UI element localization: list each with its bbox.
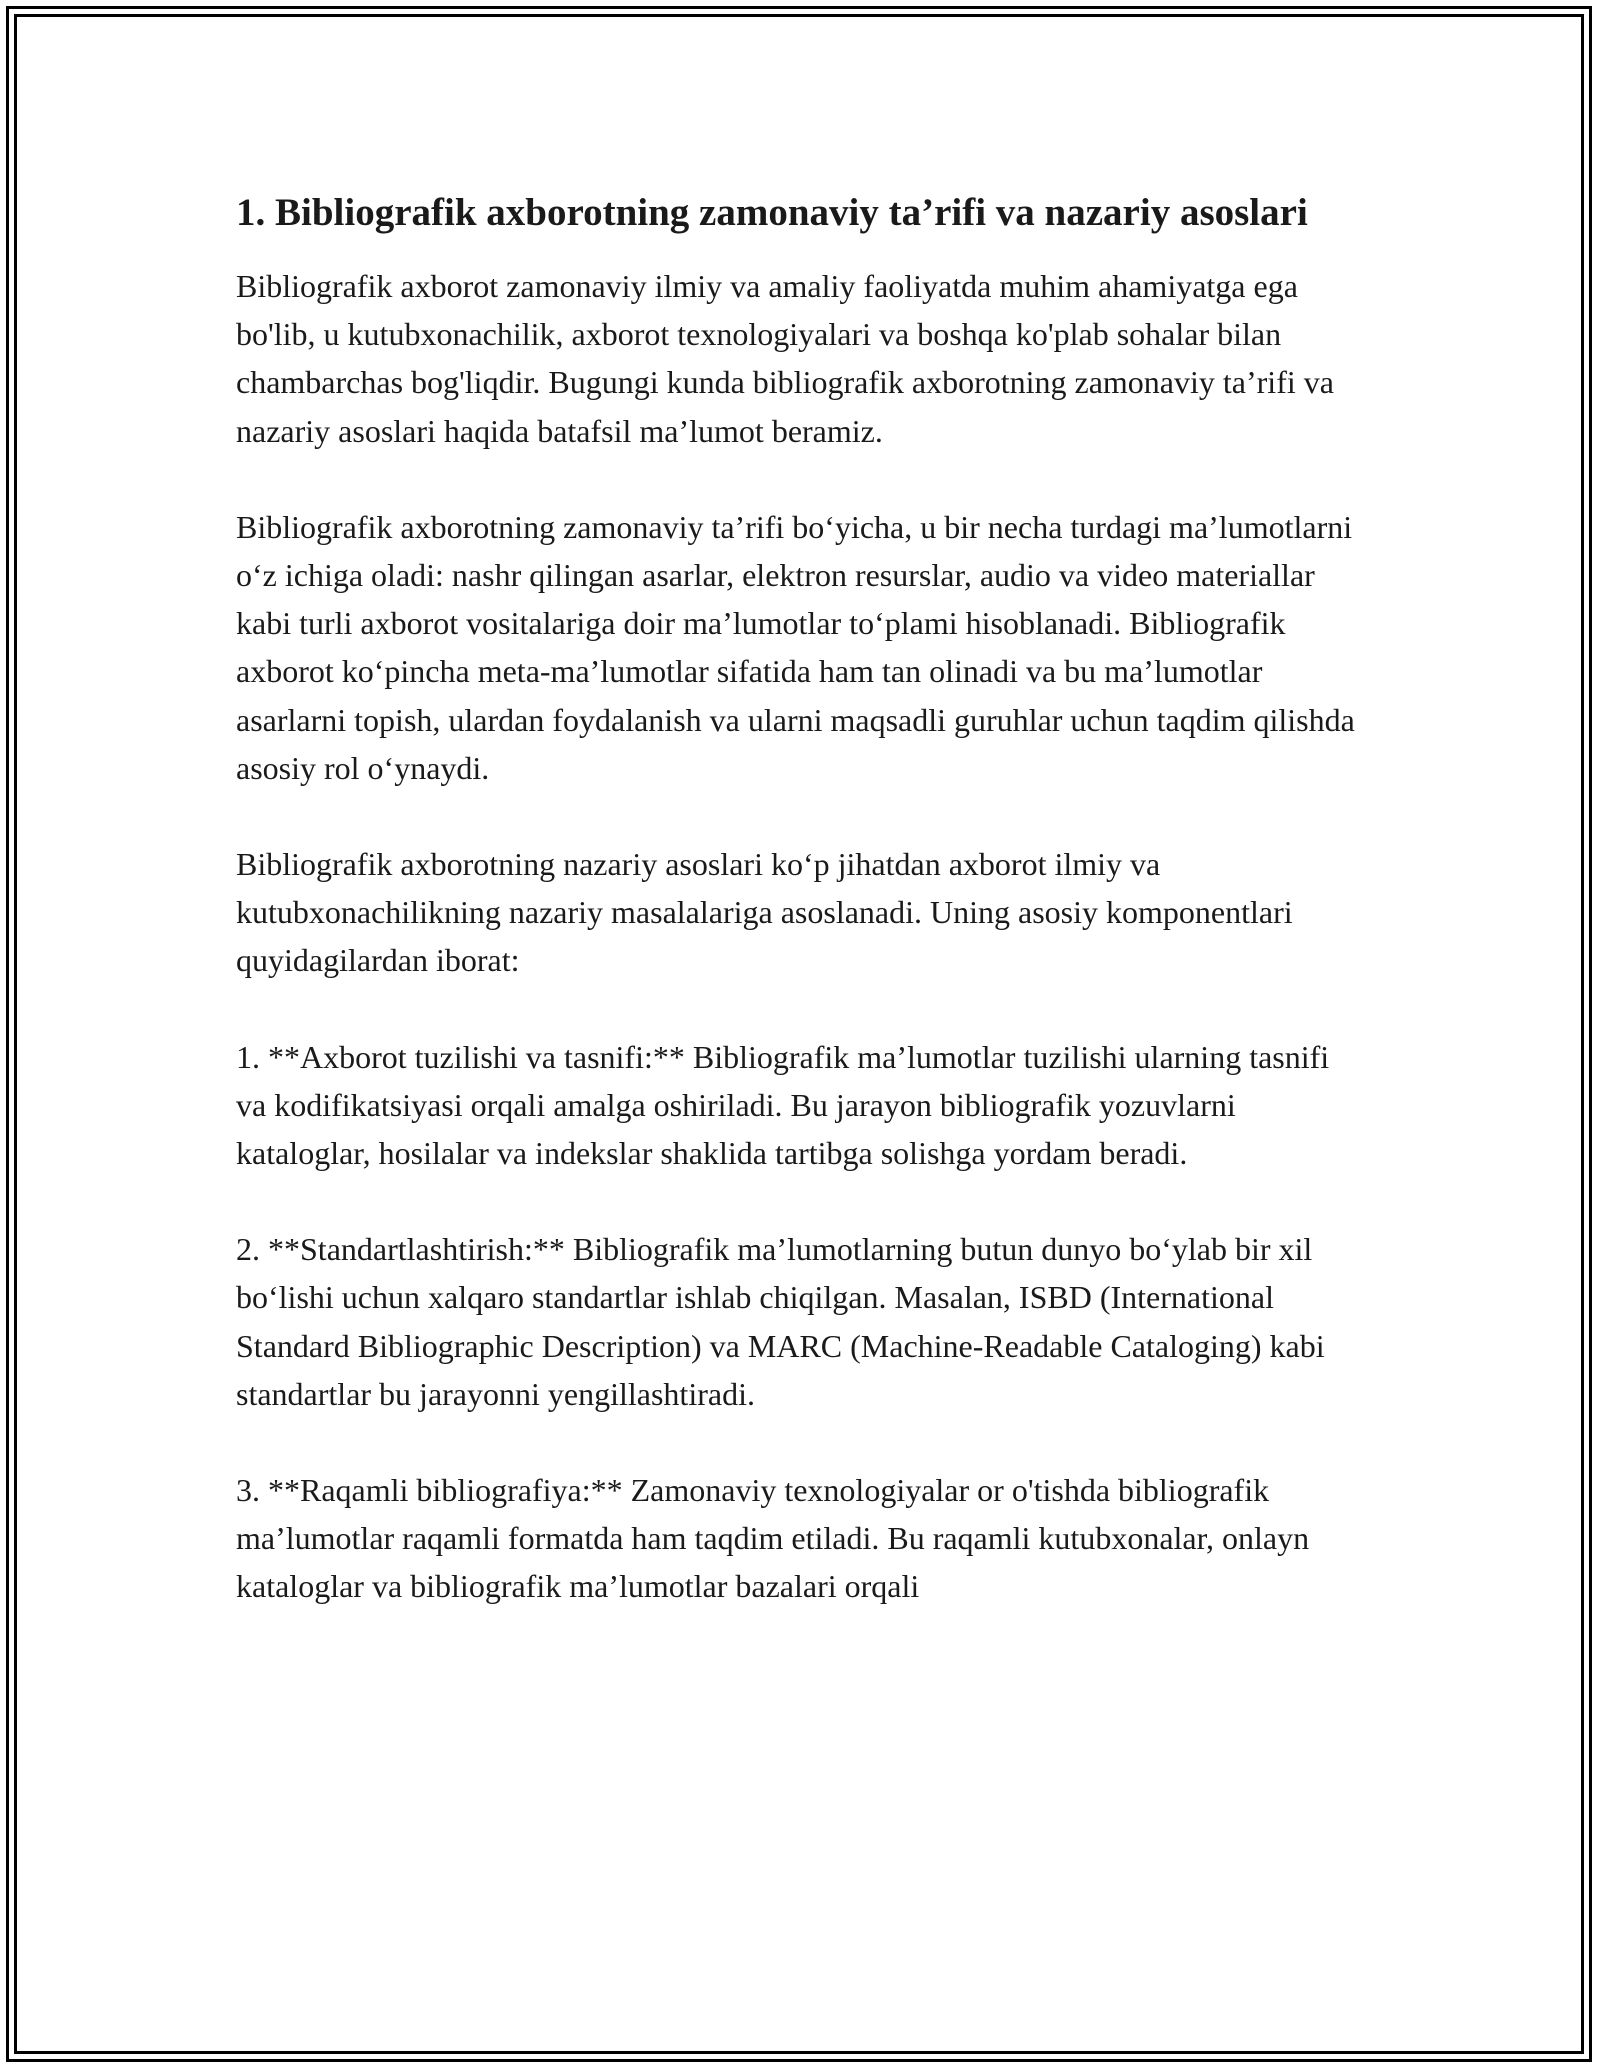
paragraph-definition: Bibliografik axborotning zamonaviy ta’rifi bo‘yicha, u bir necha turdagi ma’lumotlarni o‘z ichiga oladi: nashr qilingan asarlar, elektron resurslar, audio va video materiallar kabi turli axborot vositalariga doir ma’lumotlar to‘plami hisoblanadi. Bibliografik axborot ko‘pincha meta-ma’lumotlar sifatida ham tan olinadi va bu ma’lumotlar asarlarni topish, ulardan foydalanish va ularni maqsadli guruhlar uchun taqdim qilishda asosiy rol o‘ynaydi. <box>236 508 1355 786</box>
list-item-standardization: 2. **Standartlashtirish:** Bibliografik ma’lumotlarning butun dunyo bo‘ylab bir xil bo‘lishi uchun xalqaro standartlar ishlab chiqilgan. Masalan, ISBD (International Standard Bibliographic Description) va MARC (Machine-Readable Cataloging) kabi standartlar bu jarayonni yengillashtiradi. <box>236 1231 1325 1412</box>
section-heading: 1. Bibliografik axborotning zamonaviy ta’rifi va nazariy asoslari <box>236 191 1308 234</box>
list-item-structure: 1. **Axborot tuzilishi va tasnifi:** Bibliografik ma’lumotlar tuzilishi ularning tasnifi va kodifikatsiyasi orqali amalga oshiriladi. Bu jarayon bibliografik yozuvlarni kataloglar, hosilalar va indekslar shaklida tartibga solishga yordam beradi. <box>236 1038 1330 1172</box>
paragraph-theory: Bibliografik axborotning nazariy asoslari ko‘p jihatdan axborot ilmiy va kutubxonachilikning nazariy masalalariga asoslanadi. Uning asosiy komponentlari quyidagilardan iborat: <box>236 846 1293 979</box>
paragraph-intro: Bibliografik axborot zamonaviy ilmiy va amaliy faoliyatda muhim ahamiyatga ega bo'lib, u kutubxonachilik, axborot texnologiyalari va boshqa ko'plab sohalar bilan chambarchas bog'liqdir. Bugungi kunda bibliografik axborotning zamonaviy ta’rifi va nazariy asoslari haqida batafsil ma’lumot beramiz. <box>236 268 1334 449</box>
list-item-digital: 3. **Raqamli bibliografiya:** Zamonaviy texnologiyalar or o'tishda bibliografik ma’lumotlar raqamli formatda ham taqdim etiladi. Bu raqamli kutubxonalar, onlayn kataloglar va bibliografik ma’lumotlar bazalari orqali <box>236 1472 1310 1605</box>
document-page <box>236 186 1366 1659</box>
